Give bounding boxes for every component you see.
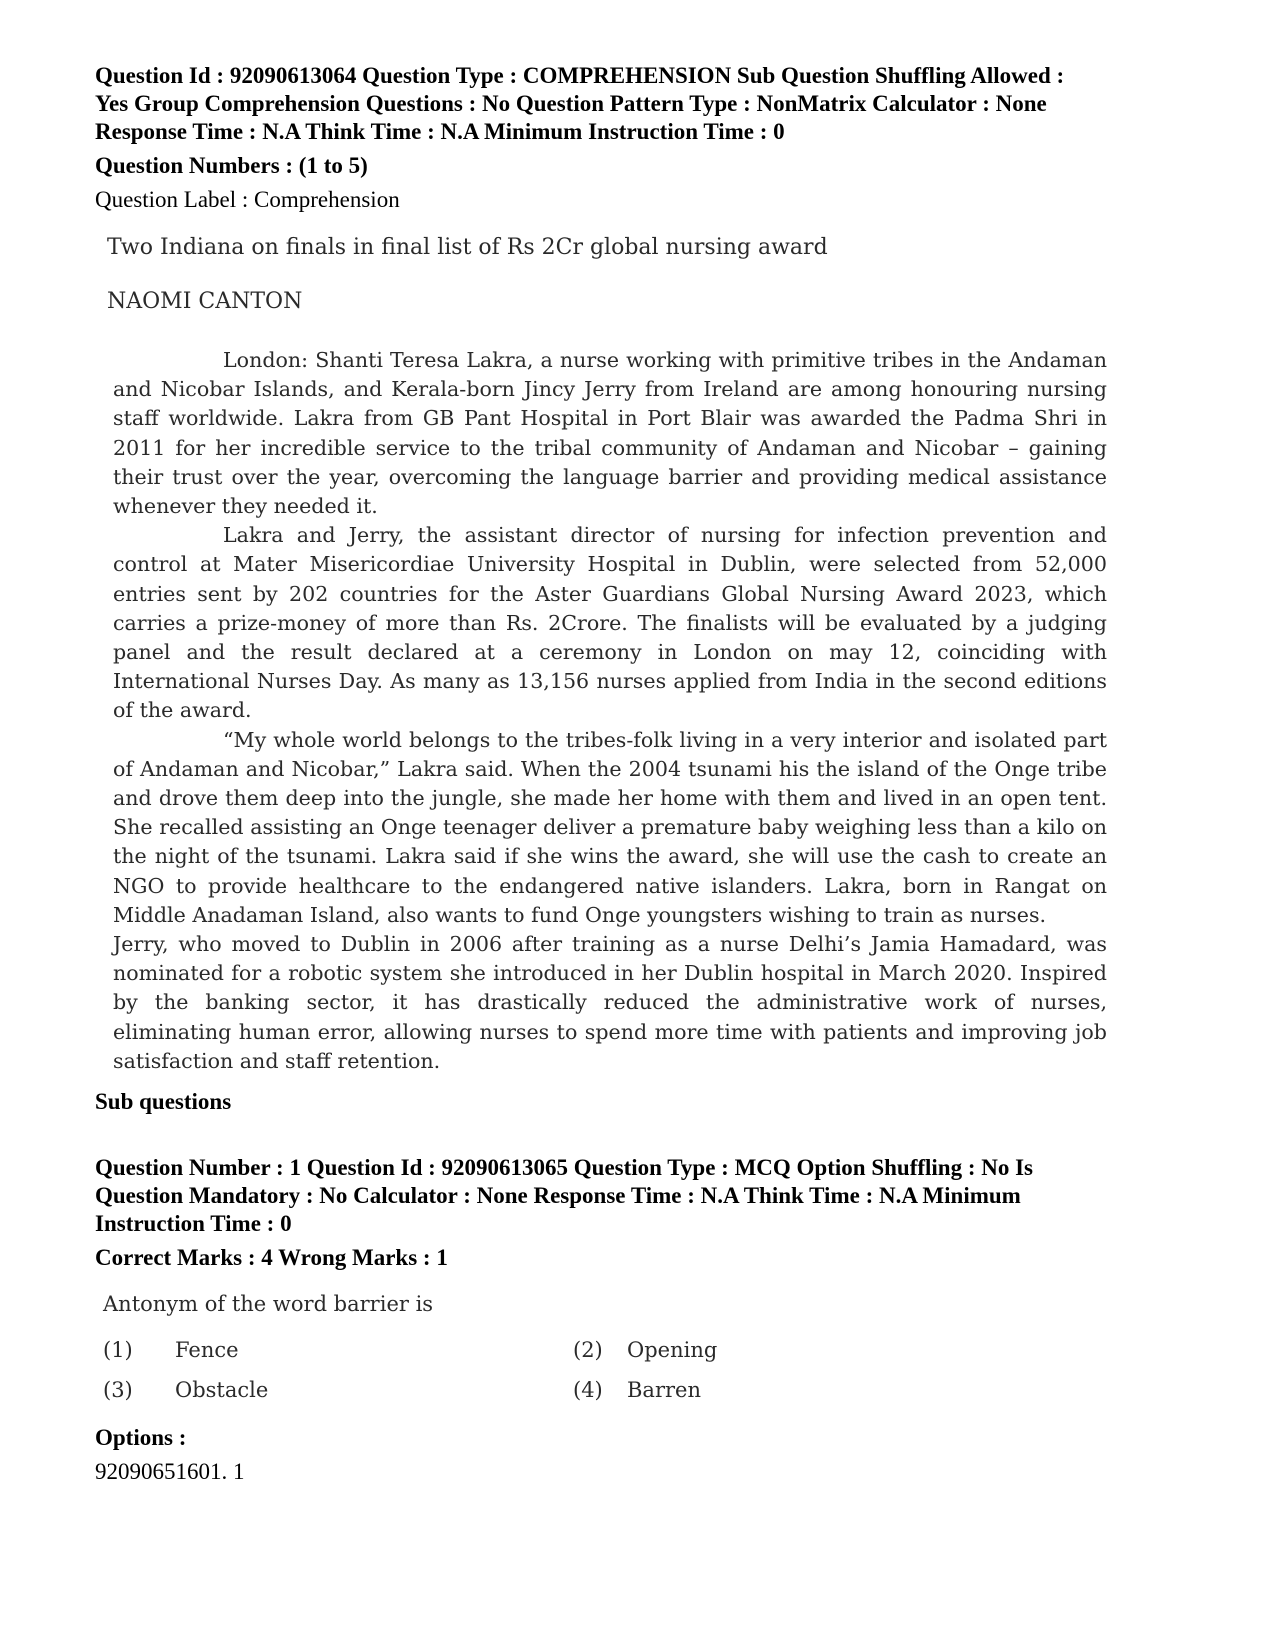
option-number: (3)	[103, 1378, 133, 1403]
question-page	[95, 62, 1175, 1509]
question-1-text: Antonym of the word barrier is	[103, 1292, 434, 1317]
passage-paragraph: Lakra and Jerry, the assistant director of nursing for infection prevention and control at Mater Misericordiae University Hospital in Dublin, were selected from 52,000 entries sent by 202 countries for the Aster Guardians Global Nursing Award 2023, which carries a prize-money of more than Rs. 2Crore. The finalists will be evaluated by a judging panel and the result declared at a ceremony in London on may 12, coinciding with International Nurses Day. As many as 13,156 nurses applied from India in the second editions of the award.	[113, 523, 1107, 723]
question-numbers: Question Numbers : (1 to 5)	[95, 153, 368, 178]
options-heading: Options :	[95, 1425, 187, 1451]
option-2	[573, 1336, 873, 1364]
question-label: Question Label : Comprehension	[95, 187, 400, 212]
option-number: (4)	[573, 1378, 603, 1403]
option-3	[103, 1376, 573, 1404]
option-number: (1)	[103, 1338, 133, 1363]
passage-paragraph: London: Shanti Teresa Lakra, a nurse working with primitive tribes in the Andaman and Nicobar Islands, and Kerala-born Jincy Jerry from Ireland are among honouring nursing staff worldwide. Lakra from GB Pant Hospital in Port Blair was awarded the Padma Shri in 2011 for her incredible service to the tribal community of Andaman and Nicobar – gaining their trust over the year, overcoming the language barrier and providing medical assistance whenever they needed it.	[113, 348, 1107, 519]
passage-article	[113, 346, 1107, 1076]
passage-headline: Two Indiana on finals in final list of Rs 2Cr global nursing award	[107, 235, 828, 260]
option-label: Fence	[175, 1338, 239, 1363]
option-1	[103, 1336, 573, 1364]
question-1-marks: Correct Marks : 4 Wrong Marks : 1	[95, 1245, 448, 1271]
passage-paragraph: “My whole world belongs to the tribes-folk living in a very interior and isolated part of Andaman and Nicobar,” Lakra said. When the 2004 tsunami his the island of the Onge tribe and drove them deep into the jungle, she made her home with them and lived in an open tent. She recalled assisting an Onge teenager deliver a premature baby weighing less than a kilo on the night of the tsunami. Lakra said if she wins the award, she will use the cash to create an NGO to provide healthcare to the endangered native islanders. Lakra, born in Rangat on Middle Anadaman Island, also wants to fund Onge youngsters wishing to train as nurses.	[113, 727, 1107, 927]
passage-byline: NAOMI CANTON	[107, 289, 303, 314]
comprehension-passage	[107, 234, 1107, 1076]
option-label: Barren	[627, 1378, 701, 1403]
option-id: 92090651601. 1	[95, 1459, 245, 1485]
option-number: (2)	[573, 1338, 603, 1363]
question-1-meta-line-3: Instruction Time : 0	[95, 1211, 292, 1237]
comprehension-meta-line-1: Question Id : 92090613064 Question Type : COMPREHENSION Sub Question Shuffling Allowed :	[95, 63, 1065, 88]
question-1-options	[103, 1336, 1175, 1404]
question-1-meta-line-1: Question Number : 1 Question Id : 92090613065 Question Type : MCQ Option Shuffling : No Is	[95, 1155, 1034, 1181]
question-1-meta	[95, 1154, 1175, 1238]
option-label: Opening	[627, 1338, 718, 1363]
passage-paragraph: Jerry, who moved to Dublin in 2006 after training as a nurse Delhi’s Jamia Hamadard, was nominated for a robotic system she introduced in her Dublin hospital in March 2020. Inspired by the banking sector, it has drastically reduced the administrative work of nurses, eliminating human error, allowing nurses to spend more time with patients and improving job satisfaction and staff retention.	[113, 932, 1107, 1073]
option-label: Obstacle	[175, 1378, 269, 1403]
comprehension-meta-line-2: Yes Group Comprehension Questions : No Question Pattern Type : NonMatrix Calculator : None	[95, 91, 1047, 116]
sub-questions-heading: Sub questions	[95, 1089, 232, 1115]
option-4	[573, 1376, 873, 1404]
comprehension-meta-line-3: Response Time : N.A Think Time : N.A Minimum Instruction Time : 0	[95, 119, 785, 144]
question-1-meta-line-2: Question Mandatory : No Calculator : None Response Time : N.A Think Time : N.A Minimum	[95, 1183, 1021, 1209]
